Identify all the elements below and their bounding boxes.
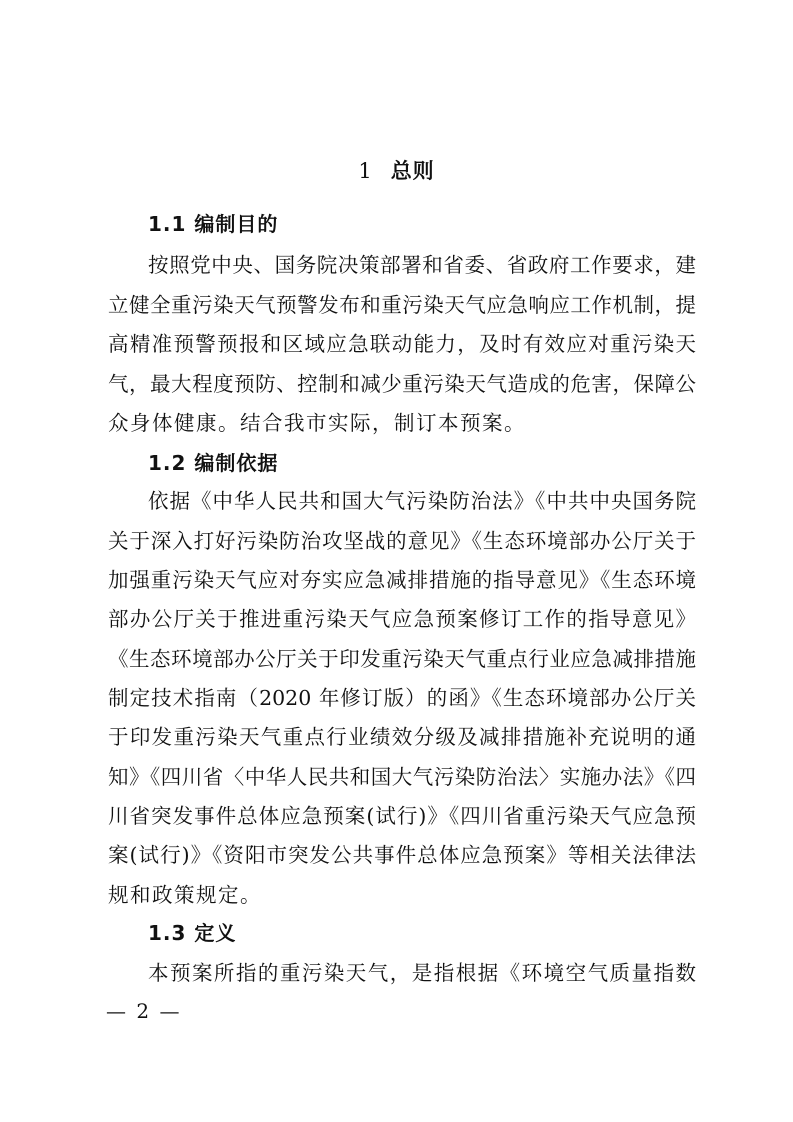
section-heading-1-3: 1.3 定义 bbox=[148, 921, 237, 945]
section-heading-1-1: 1.1 编制目的 bbox=[148, 212, 279, 236]
paragraph-line: 依据《中华人民共和国大气污染防治法》《中共中央国务院 bbox=[148, 489, 696, 513]
paragraph-line: 规和政策规定。 bbox=[108, 883, 262, 907]
paragraph-line: 气，最大程度预防、控制和减少重污染天气造成的危害，保障公 bbox=[108, 372, 696, 396]
paragraph-line: 立健全重污染天气预警发布和重污染天气应急响应工作机制，提 bbox=[108, 293, 696, 317]
chapter-title bbox=[0, 156, 793, 186]
paragraph-line: 加强重污染天气应对夯实应急减排措施的指导意见》《生态环境 bbox=[108, 568, 696, 592]
paragraph-line: 案(试行)》《资阳市突发公共事件总体应急预案》等相关法律法 bbox=[108, 843, 696, 867]
paragraph-line: 高精准预警预报和区域应急联动能力，及时有效应对重污染天 bbox=[108, 332, 696, 356]
paragraph-line: 按照党中央、国务院决策部署和省委、省政府工作要求，建 bbox=[148, 253, 696, 277]
paragraph-line: 众身体健康。结合我市实际，制订本预案。 bbox=[108, 411, 526, 435]
page-number: — 2 — bbox=[106, 999, 182, 1023]
paragraph-line: 《生态环境部办公厅关于印发重污染天气重点行业应急减排措施 bbox=[108, 647, 696, 671]
paragraph-line: 关于深入打好污染防治攻坚战的意见》《生态环境部办公厅关于 bbox=[108, 529, 696, 553]
paragraph-line: 制定技术指南（2020 年修订版）的函》《生态环境部办公厅关 bbox=[108, 686, 696, 710]
paragraph-line: 于印发重污染天气重点行业绩效分级及减排措施补充说明的通 bbox=[108, 725, 696, 749]
paragraph-line: 知》《四川省〈中华人民共和国大气污染防治法〉实施办法》《四 bbox=[108, 765, 696, 789]
paragraph-line: 部办公厅关于推进重污染天气应急预案修订工作的指导意见》 bbox=[108, 607, 696, 631]
paragraph-line: 本预案所指的重污染天气，是指根据《环境空气质量指数 bbox=[148, 961, 696, 985]
paragraph-line: 川省突发事件总体应急预案(试行)》《四川省重污染天气应急预 bbox=[108, 804, 696, 828]
section-heading-1-2: 1.2 编制依据 bbox=[148, 451, 279, 475]
chapter-number: 1 bbox=[358, 159, 373, 183]
chapter-title-text: 总则 bbox=[390, 159, 435, 183]
